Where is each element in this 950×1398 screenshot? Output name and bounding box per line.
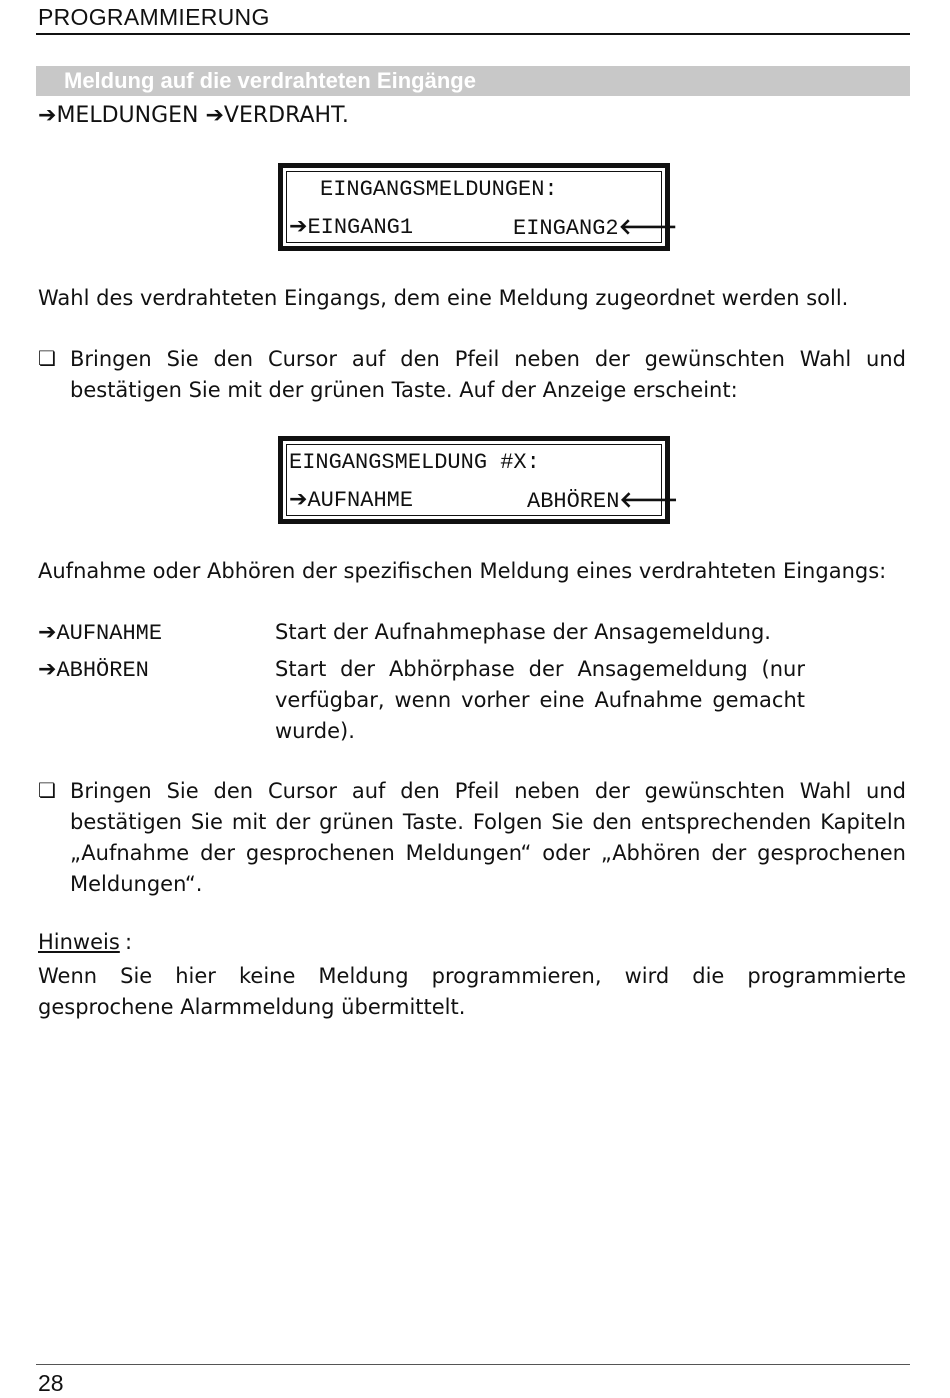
hint-label: Hinweis — [38, 930, 120, 954]
arrow-right-icon: ➔ — [289, 487, 308, 512]
arrow-right-icon: ➔ — [205, 103, 224, 128]
definition-term-abhoeren: ➔ABHÖREN — [38, 657, 149, 683]
lcd-display-message — [278, 436, 679, 524]
footer-divider — [36, 1364, 910, 1365]
arrow-left-icon: 🡐 — [618, 215, 678, 240]
page-header-title: PROGRAMMIERUNG — [38, 4, 270, 30]
header-divider — [36, 33, 910, 35]
lcd-option-right — [527, 487, 678, 514]
step-paragraph-1: Bringen Sie den Cursor auf den Pfeil neben der gewünschten Wahl und bestätigen Sie mit der grünen Taste. Auf der Anzeige erscheint: — [70, 347, 906, 402]
menu-path-item-meldungen: MELDUNGEN — [56, 103, 199, 128]
checkbox-bullet-icon: ❏ — [38, 778, 56, 802]
lcd-option-eingang2: EINGANG2 — [513, 216, 619, 241]
definition-description-aufnahme: Start der Aufnahmephase der Ansagemeldung. — [275, 620, 771, 644]
lcd-title: EINGANGSMELDUNG #X: — [289, 450, 540, 475]
lcd-option-eingang1: EINGANG1 — [307, 215, 414, 240]
definition-term-aufnahme: ➔AUFNAHME — [38, 620, 163, 646]
page-number: 28 — [38, 1370, 64, 1396]
definition-description-abhoeren: Start der Abhörphase der Ansagemeldung (nur verfügbar, wenn vorher eine Aufnahme gemacht wurde). — [275, 657, 805, 743]
arrow-right-icon: ➔ — [38, 103, 57, 128]
arrow-right-icon: ➔ — [38, 657, 57, 682]
arrow-left-icon: 🡐 — [619, 488, 679, 513]
lcd-option-abhoeren: ABHÖREN — [527, 489, 620, 514]
hint-text: Wenn Sie hier keine Meldung programmieren, wird die programmierte gesprochene Alarmmeldung übermittelt. — [38, 964, 906, 1019]
checkbox-bullet-icon: ❏ — [38, 346, 56, 370]
lcd-option-left — [289, 214, 413, 240]
intro-paragraph: Wahl des verdrahteten Eingangs, dem eine Meldung zugeordnet werden soll. — [38, 286, 849, 310]
step-paragraph-2: Bringen Sie den Cursor auf den Pfeil neben der gewünschten Wahl und bestätigen Sie mit der grünen Taste. Folgen Sie den entsprechenden Kapiteln „Aufnahme der gesprochenen Meldungen“ oder „Abhören der gesprochenen Meldungen“. — [70, 779, 906, 896]
lcd-display-inputs — [278, 163, 678, 251]
menu-path — [38, 103, 349, 128]
lcd-option-aufnahme: AUFNAHME — [307, 488, 414, 513]
lcd-title: EINGANGSMELDUNGEN: — [320, 177, 558, 202]
arrow-right-icon: ➔ — [289, 214, 308, 239]
section-title: Meldung auf die verdrahteten Eingänge — [64, 68, 476, 93]
lcd-option-left — [289, 487, 413, 513]
hint-label-colon: : — [125, 930, 133, 954]
options-intro-paragraph: Aufnahme oder Abhören der spezifischen Meldung eines verdrahteten Eingangs: — [38, 559, 887, 583]
menu-path-item-verdraht: VERDRAHT. — [223, 103, 349, 128]
lcd-option-right — [513, 214, 678, 241]
arrow-right-icon: ➔ — [38, 620, 57, 645]
